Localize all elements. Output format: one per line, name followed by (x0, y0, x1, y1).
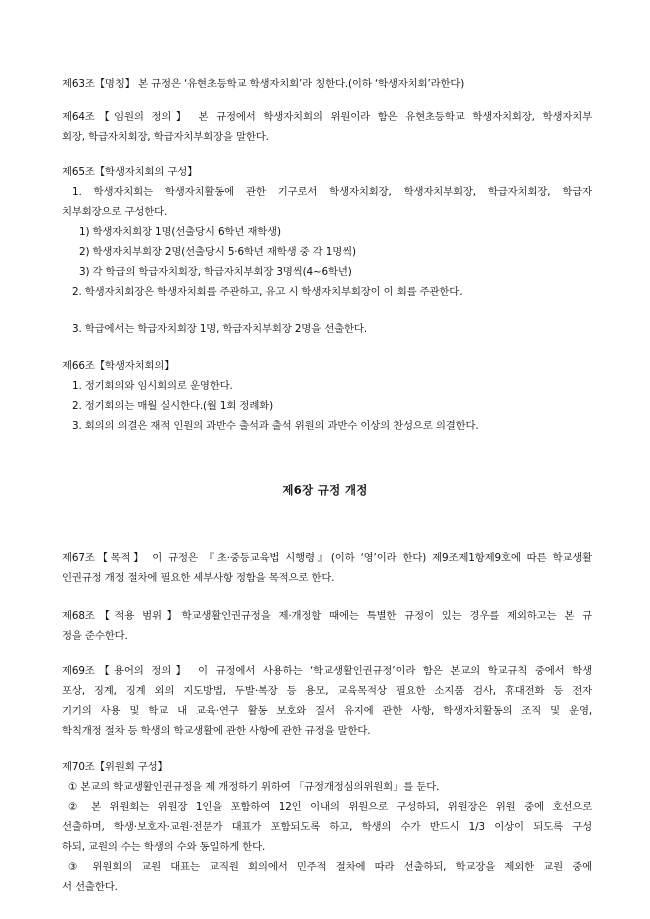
article-69-line-4: 학칙개정 절차 등 학생의 학교생활에 관한 사항에 관한 규정을 말한다. (62, 725, 371, 737)
article-70-item-2-line-1: ② 본 위원회는 위원장 1인을 포함하여 12인 이내의 위원으로 구성하되, 위원장은 위원 중에 호선으로 (68, 801, 592, 813)
article-66-item-2: 2. 정기회의는 매월 실시한다.(월 1회 정례화) (72, 400, 273, 412)
chapter-6-title: 제6장 규정 개정 (282, 483, 368, 497)
article-65-sub-item-1: 1) 학생자치회장 1명(선출당시 6학년 재학생) (79, 226, 281, 238)
article-64-line-1: 제64조【임원의 정의】 본 규정에서 학생자치회의 위원이라 함은 유현초등학교 학생자치회장, 학생자치부 (62, 111, 592, 123)
article-68-line-2: 정을 준수한다. (62, 630, 128, 642)
article-67-line-1: 제67조【목적】 이 규정은 『초·중등교육법 시행령』(이하 ‘영’이라 한다) 제9조제1항제9호에 따른 학교생활 (62, 552, 592, 564)
article-66-item-1: 1. 정기회의와 임시회의로 운영한다. (72, 380, 233, 392)
article-69-line-3: 기기의 사용 및 학교 내 교육·연구 활동 보호와 질서 유지에 관한 사항, 학생자치활동의 조직 및 운영, (62, 705, 592, 717)
article-65-item-1-line-1: 1. 학생자치회는 학생자치활동에 관한 기구로서 학생자치회장, 학생자치부회장, 학급자치회장, 학급자 (72, 186, 592, 198)
article-70-item-3-line-2: 서 선출한다. (62, 881, 118, 893)
article-70-item-2-line-3: 하되, 교원의 수는 학생의 수와 동일하게 한다. (62, 841, 266, 853)
article-63-title: 제63조【명칭】 본 규정은 ‘유현초등학교 학생자치회’라 칭한다.(이하 ‘학생자치회’라한다) (62, 78, 465, 90)
article-69-line-1: 제69조【용어의 정의】 이 규정에서 사용하는 ‘학교생활인권규정’이라 함은 본교의 학교규칙 중에서 학생 (62, 665, 592, 677)
article-70-heading: 제70조【위원회 구성】 (62, 761, 168, 773)
article-70-item-1: ① 본교의 학교생활인권규정을 제 개정하기 위하여 「규정개정심의위원회」를 둔다. (68, 781, 440, 793)
article-65-item-1-line-2: 치부회장으로 구성한다. (62, 206, 168, 218)
article-67-line-2: 인권규정 개정 절차에 필요한 세부사항 정함을 목적으로 한다. (62, 572, 335, 584)
article-66-item-3: 3. 회의의 의결은 재적 인원의 과반수 출석과 출석 위원의 과반수 이상의 찬성으로 의결한다. (72, 420, 479, 432)
article-68-line-1: 제68조【적용 범위】학교생활인권규정을 제·개정할 때에는 특별한 규정이 있는 경우를 제외하고는 본 규 (62, 610, 592, 622)
article-65-heading: 제65조【학생자치회의 구성】 (62, 166, 198, 178)
article-66-heading: 제66조【학생자치회의】 (62, 360, 175, 372)
article-69-line-2: 포상, 징계, 징계 외의 지도방법, 두발·복장 등 용모, 교육목적상 필요한 소지품 검사, 휴대전화 등 전자 (62, 685, 592, 697)
article-65-sub-item-3: 3) 각 학급의 학급자치회장, 학급자치부회장 3명씩(4~6학년) (79, 266, 352, 278)
article-70-item-3-line-1: ③ 위원회의 교원 대표는 교직원 회의에서 민주적 절차에 따라 선출하되, 학교장을 제외한 교원 중에 (68, 861, 592, 873)
article-65-sub-item-2: 2) 학생자치부회장 2명(선출당시 5·6학년 재학생 중 각 1명씩) (79, 246, 356, 258)
article-64-line-2: 회장, 학급자치회장, 학급자치부회장을 말한다. (62, 131, 269, 143)
article-65-item-3: 3. 학급에서는 학급자치회장 1명, 학급자치부회장 2명을 선출한다. (72, 323, 367, 335)
article-65-item-2: 2. 학생자치회장은 학생자치회를 주관하고, 유고 시 학생자치부회장이 이 회를 주관한다. (72, 286, 463, 298)
article-70-item-2-line-2: 선출하며, 학생·보호자·교원·전문가 대표가 포함되도록 하고, 학생의 수가 반드시 1/3 이상이 되도록 구성 (62, 821, 592, 833)
